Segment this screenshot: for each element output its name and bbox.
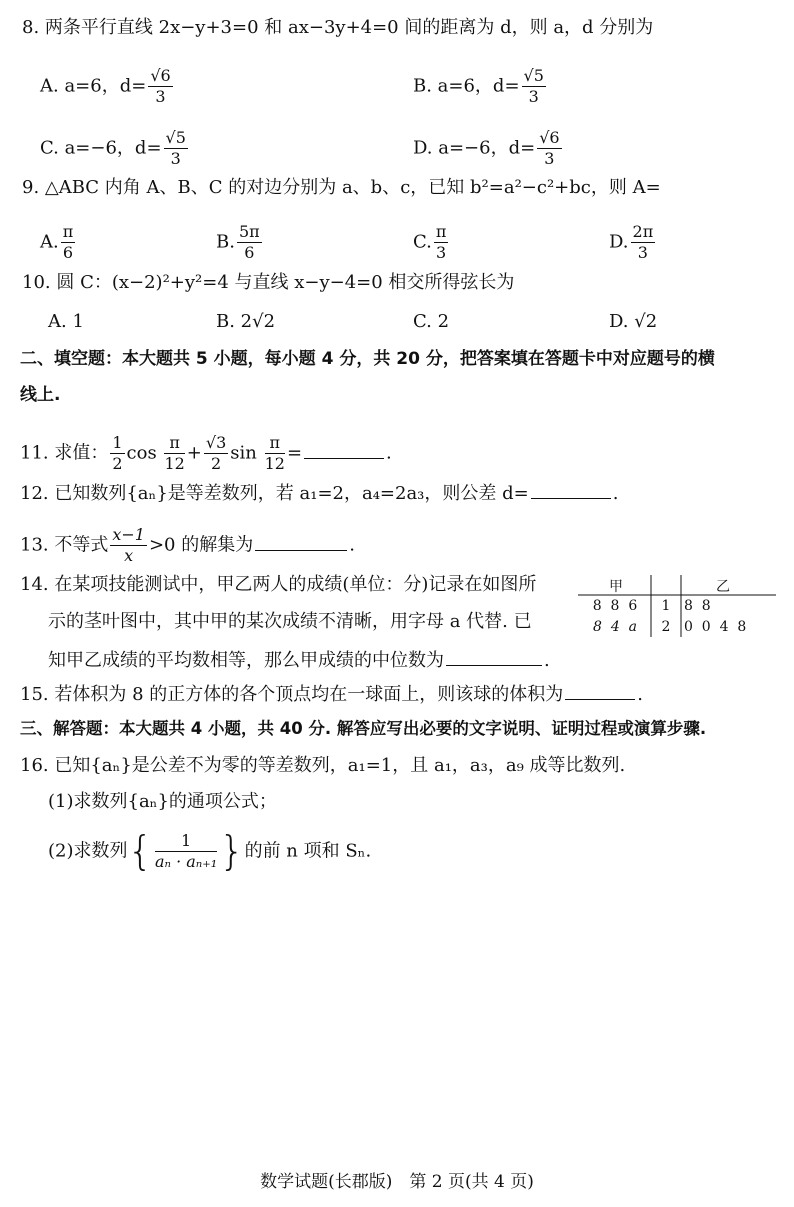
q9-option-a: A. $\frac{\pi}{6}$ (40, 222, 74, 262)
left-brace: { (127, 828, 153, 875)
q9-option-d: D. $\frac{2\pi}{3}$ (609, 222, 654, 262)
q8-option-c: C. a=−6，d= $\frac{√5}{3}$ (40, 128, 186, 168)
stem-row1-stem: 1 (661, 598, 671, 614)
q15: 15. 若体积为 8 的正方体的各个顶点均在一球面上，则该球的体积为 . (20, 684, 643, 705)
right-brace: } (219, 828, 245, 875)
stem-row1-left: 8 8 6 (592, 598, 638, 614)
q11-answer-blank (304, 442, 384, 459)
q16-part2: (2)求数列{ $\frac{1}{\text{aₙ · aₙ₊₁}}$ }的前 n 项和 Sₙ. (48, 828, 372, 875)
q14-line2: 示的茎叶图中，其中甲的某次成绩不清晰，用字母 a 代替. 已 (48, 611, 532, 632)
q9-option-c: C. $\frac{\pi}{3}$ (413, 222, 447, 262)
stem-leaf-diagram (578, 575, 776, 641)
q10-option-a: A. 1 (48, 311, 84, 332)
q16-stem: 16. 已知{aₙ}是公差不为零的等差数列，a₁=1，且 a₁，a₃，a₉ 成等比数列. (20, 755, 626, 776)
q8-option-d: D. a=−6，d= $\frac{√6}{3}$ (413, 128, 560, 168)
stem-row2-left: 8 4 a (593, 619, 637, 635)
q8-option-a: A. a=6，d= $\frac{√6}{3}$ (40, 66, 171, 106)
stem-row1-right: 8 8 (684, 598, 711, 614)
q14-line3: 知甲乙成绩的平均数相等，那么甲成绩的中位数为 . (48, 650, 550, 671)
q10-stem: 10. 圆 C：(x−2)²+y²=4 与直线 x−y−4=0 相交所得弦长为 (22, 272, 515, 293)
q12: 12. 已知数列{aₙ}是等差数列，若 a₁=2，a₄=2a₃，则公差 d= . (20, 483, 619, 504)
q8-option-b: B. a=6，d= $\frac{√5}{3}$ (413, 66, 544, 106)
section2-heading-line1: 二、填空题：本大题共 5 小题，每小题 4 分，共 20 分，把答案填在答题卡中对应题号的横 (20, 349, 715, 369)
q15-answer-blank (565, 683, 635, 700)
stem-row2-stem: 2 (661, 619, 671, 635)
q10-option-c: C. 2 (413, 311, 450, 332)
q14-line1: 14. 在某项技能测试中，甲乙两人的成绩(单位：分)记录在如图所 (20, 574, 537, 595)
q9-stem: 9. △ABC 内角 A、B、C 的对边分别为 a、b、c，已知 b²=a²−c²+bc，则 A= (22, 177, 661, 198)
q11: 11. 求值： $\frac{1}{2}$ cos $\frac{\pi}{12}$ + $\frac{√3}{2}$ sin $\frac{\pi}{12}$ = . (20, 433, 392, 473)
q14-answer-blank (446, 649, 542, 666)
q10-option-d: D. √2 (609, 311, 658, 332)
page-footer: 数学试题(长郡版) 第 2 页(共 4 页) (260, 1172, 534, 1192)
q10-option-b: B. 2√2 (216, 311, 276, 332)
section2-heading-line2: 线上. (20, 385, 61, 405)
stem-left-header: 甲 (609, 579, 623, 595)
q13: 13. 不等式 $\frac{x-1}{x}$ >0 的解集为 . (20, 525, 355, 565)
q16-part1: (1)求数列{aₙ}的通项公式； (48, 791, 277, 812)
q13-answer-blank (255, 534, 347, 551)
q9-option-b: B. $\frac{5\pi}{6}$ (216, 222, 260, 262)
stem-right-header: 乙 (716, 579, 730, 595)
q12-answer-blank (531, 482, 611, 499)
section3-heading: 三、解答题：本大题共 4 小题，共 40 分. 解答应写出必要的文字说明、证明过程或演算步骤. (20, 719, 707, 738)
q8-stem: 8. 两条平行直线 2x−y+3=0 和 ax−3y+4=0 间的距离为 d，则 a，d 分别为 (22, 17, 654, 38)
stem-row2-right: 0 0 4 8 (684, 619, 747, 635)
